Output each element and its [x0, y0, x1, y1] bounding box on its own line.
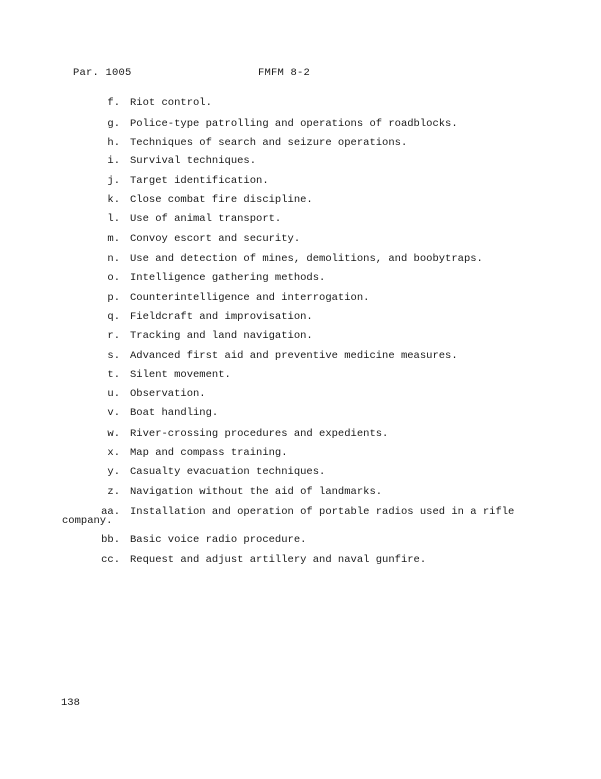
item-letter: j. [107, 175, 120, 187]
item-text: Close combat fire discipline. [130, 194, 313, 206]
item-text: Casualty evacuation techniques. [130, 466, 326, 478]
item-letter: l. [107, 213, 120, 225]
item-letter: t. [107, 369, 120, 381]
manual-title: FMFM 8-2 [258, 67, 311, 79]
item-text: Survival techniques. [130, 155, 257, 167]
item-letter: bb. [101, 534, 120, 546]
item-text: Use of animal transport. [130, 213, 282, 225]
item-text: Riot control. [130, 97, 212, 109]
item-text: Use and detection of mines, demolitions, and boobytraps. [130, 253, 483, 265]
item-letter: z. [107, 486, 120, 498]
item-text: Request and adjust artillery and naval gunfire. [130, 554, 427, 566]
item-letter: g. [107, 118, 120, 130]
item-text-continuation: company. [62, 515, 113, 527]
item-text: Installation and operation of portable radios used in a rifle [130, 506, 515, 518]
item-text: Navigation without the aid of landmarks. [130, 486, 383, 498]
item-text: Techniques of search and seizure operations. [130, 137, 408, 149]
item-text: Silent movement. [130, 369, 231, 381]
item-letter: y. [107, 466, 120, 478]
item-letter: f. [107, 97, 120, 109]
item-text: Police-type patrolling and operations of roadblocks. [130, 118, 458, 130]
item-text: Counterintelligence and interrogation. [130, 292, 370, 304]
item-letter: aa. [101, 506, 120, 518]
item-letter: p. [107, 292, 120, 304]
item-letter: x. [107, 447, 120, 459]
item-text: Boat handling. [130, 407, 219, 419]
item-text: Fieldcraft and improvisation. [130, 311, 313, 323]
item-letter: u. [107, 388, 120, 400]
item-text: Advanced first aid and preventive medicine measures. [130, 350, 458, 362]
item-text: River-crossing procedures and expedients. [130, 428, 389, 440]
item-letter: o. [107, 272, 120, 284]
item-letter: w. [107, 428, 120, 440]
item-letter: k. [107, 194, 120, 206]
item-letter: cc. [101, 554, 120, 566]
page-number: 138 [61, 697, 80, 709]
item-text: Observation. [130, 388, 206, 400]
item-letter: v. [107, 407, 120, 419]
item-text: Convoy escort and security. [130, 233, 301, 245]
item-letter: h. [107, 137, 120, 149]
item-letter: s. [107, 350, 120, 362]
item-letter: q. [107, 311, 120, 323]
item-text: Map and compass training. [130, 447, 288, 459]
item-text: Basic voice radio procedure. [130, 534, 307, 546]
item-letter: r. [107, 330, 120, 342]
item-letter: n. [107, 253, 120, 265]
item-text: Target identification. [130, 175, 269, 187]
item-text: Intelligence gathering methods. [130, 272, 326, 284]
item-letter: m. [107, 233, 120, 245]
item-text: Tracking and land navigation. [130, 330, 313, 342]
item-letter: i. [107, 155, 120, 167]
paragraph-reference: Par. 1005 [73, 67, 132, 79]
